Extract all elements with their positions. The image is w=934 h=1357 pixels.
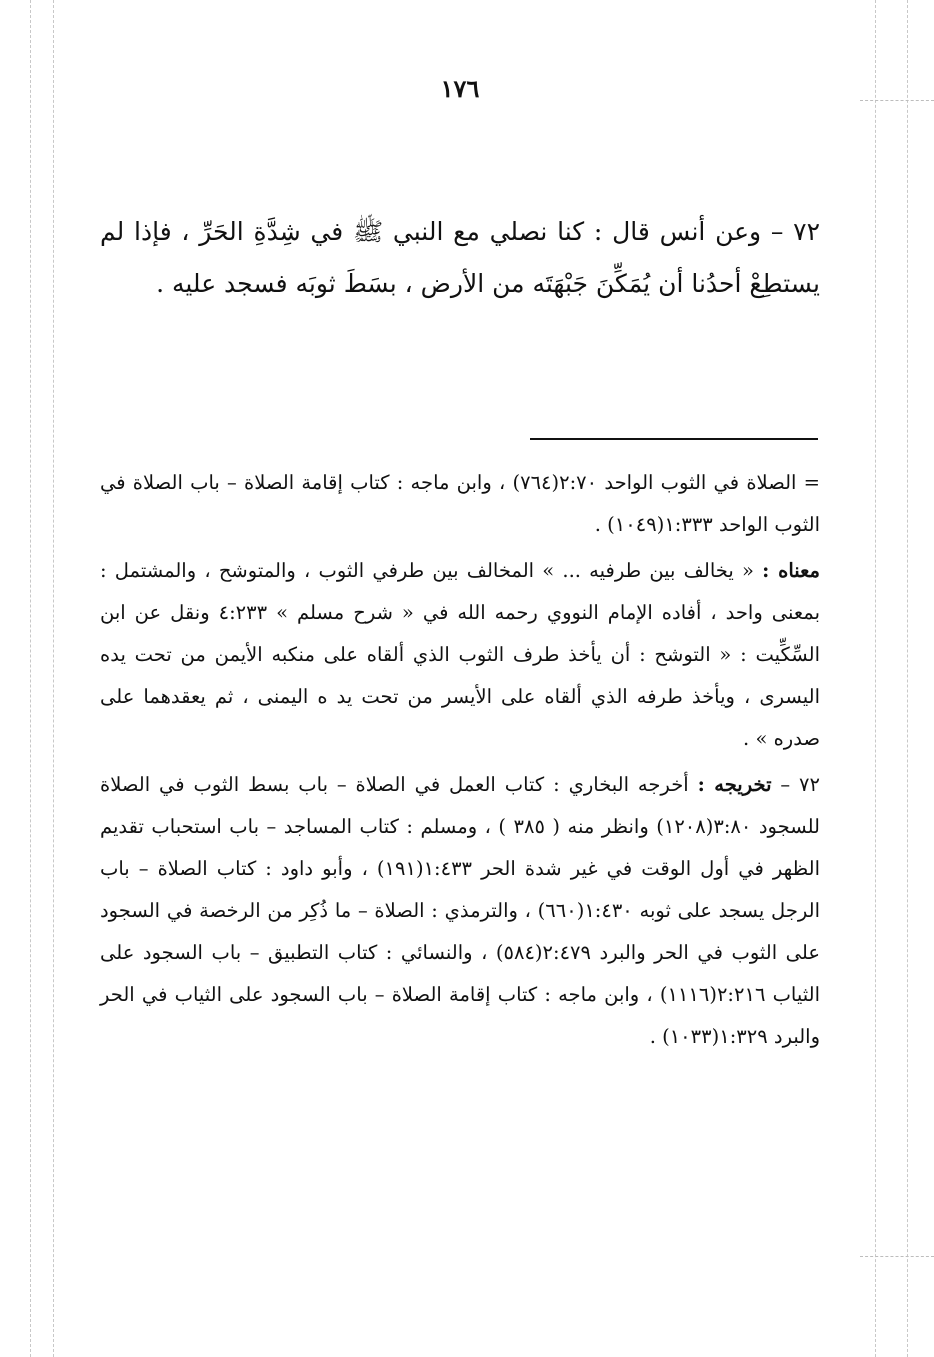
scan-guide-line <box>860 1256 934 1257</box>
footnotes <box>100 462 820 1062</box>
takhrij-label: تخريجه : <box>697 773 772 796</box>
meaning-text: « يخالف بين طرفيه ... » المخالف بين طرفي الثوب ، والمتوشح ، والمشتمل : بمعنى واحد ، أفاده الإمام النووي رحمه الله في « شرح مسلم » ٤:٢٣٣ ونقل عن ابن السِّكِّيت : « التوشح : أن يأخذ طرف الثوب الذي ألقاه على منكبه الأيمن من تحت يده اليسرى ، ويأخذ طرفه الذي ألقاه على الأيسر من تحت يد ه اليمنى ، ثم يعقدهما على صدره » . <box>100 559 820 750</box>
scan-guide-line <box>875 0 876 1357</box>
footnote-takhrij <box>100 764 820 1058</box>
meaning-label: معناه : <box>762 559 820 582</box>
footnote-meaning <box>100 550 820 760</box>
scan-guide-line <box>860 100 934 101</box>
footnote-separator <box>530 438 818 440</box>
takhrij-number: ٧٢ – <box>771 773 820 796</box>
scan-guide-line <box>907 0 908 1357</box>
scan-guide-line <box>53 0 54 1357</box>
takhrij-text: أخرجه البخاري : كتاب العمل في الصلاة – باب بسط الثوب في الصلاة للسجود ٣:٨٠(١٢٠٨) وانظر منه ( ٣٨٥ ) ، ومسلم : كتاب المساجد – باب استحباب تقديم الظهر في أول الوقت في غير شدة الحر ١:٤٣٣(١٩١) ، وأبو داود : كتاب الصلاة – باب الرجل يسجد على ثوبه ١:٤٣٠(٦٦٠) ، والترمذي : الصلاة – ما ذُكِر من الرخصة في السجود على الثوب في الحر والبرد ٢:٤٧٩(٥٨٤) ، والنسائي : كتاب التطبيق – باب السجود على الثياب ٢:٢١٦(١١١٦) ، وابن ماجه : كتاب إقامة الصلاة – باب السجود على الثياب في الحر والبرد ١:٣٢٩(١٠٣٣) . <box>100 773 821 1048</box>
footnote-continuation: = الصلاة في الثوب الواحد ٢:٧٠(٧٦٤) ، وابن ماجه : كتاب إقامة الصلاة – باب الصلاة في الثوب الواحد ١:٣٣٣(١٠٤٩) . <box>100 471 821 536</box>
page-number: ١٧٦ <box>440 74 480 103</box>
hadith-text: ٧٢ – وعن أنس قال : كنا نصلي مع النبي ﷺ في شِدَّةِ الحَرِّ ، فإذا لم يستطِعْ أحدُنا أن يُمَكِّنَ جَبْهَتَه من الأرض ، بسَطَ ثوبَه فسجد عليه . <box>100 217 820 298</box>
scan-guide-line <box>30 0 31 1357</box>
